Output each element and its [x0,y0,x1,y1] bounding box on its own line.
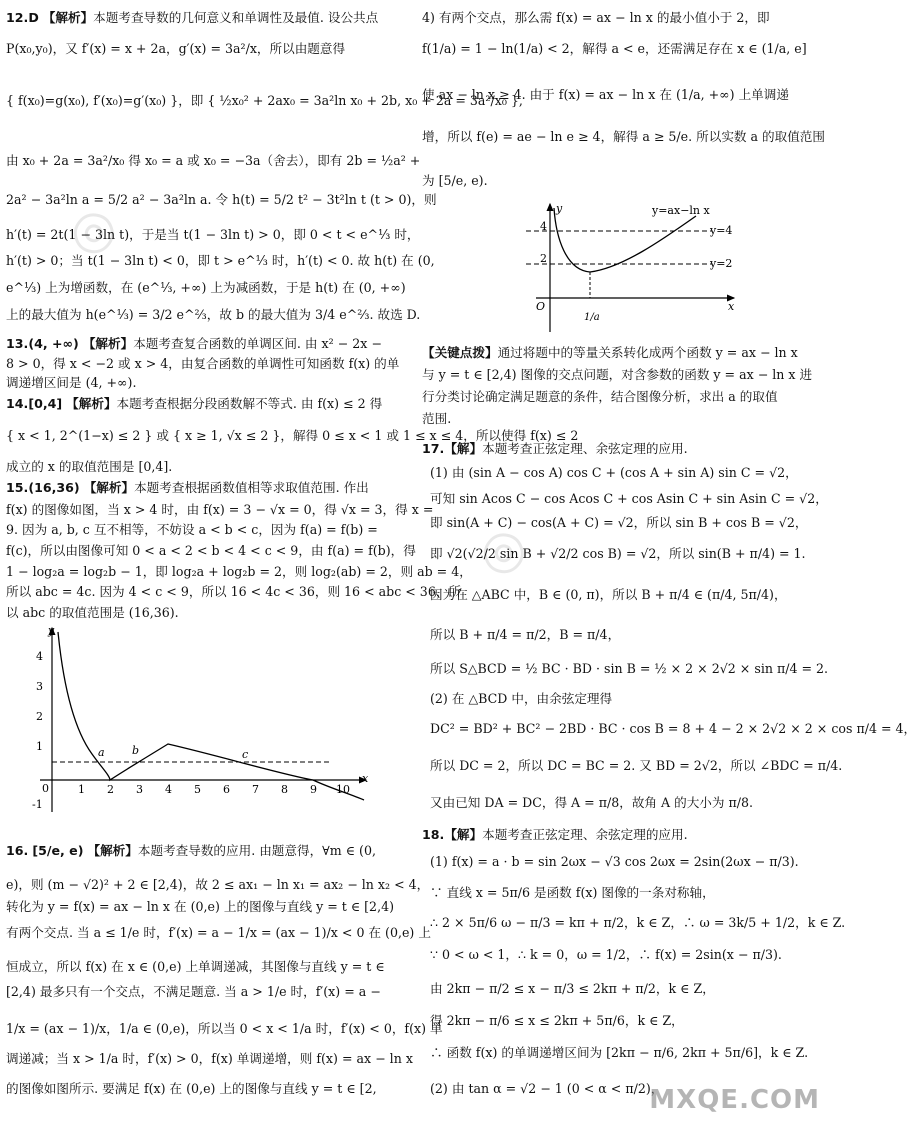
point-c-label: c [242,748,249,761]
q14-line-2: 成立的 x 的取值范围是 [0,4]. [6,459,173,474]
x-tick-4: 4 [165,783,172,796]
x-tick-6: 6 [223,783,230,796]
q14-line-1: { x < 1, 2^(1−x) ≤ 2 } 或 { x ≥ 1, √x ≤ 2 }，解得 0 ≤ x < 1 或 1 ≤ x ≤ 4，所以使得 f(x) ≤ 2 [6,428,579,443]
q14-answer: [0,4] [28,396,63,411]
q16-line-8: 的图像如图所示. 要满足 f(x) 在 (0,e) 上的图像与直线 y = t ∈ [2, [6,1081,377,1096]
x-tick-8: 8 [281,783,288,796]
q16-answer: [5/e, e) [32,843,84,858]
q12-answer: D [28,10,39,25]
q17-tag: 【解】 [444,441,483,456]
q17-line-4: 因为在 △ABC 中，B ∈ (0, π)，所以 B + π/4 ∈ (π/4, 5π/4)， [430,587,787,602]
q17-line-0: (1) 由 (sin A − cos A) cos C + (cos A + sin A) sin C = √2， [430,465,798,480]
q12-line-8: 上的最大值为 h(e^⅓) = 3/2 e^⅔，故 b 的最大值为 3/4 e^⅔. 故选 D. [6,307,421,322]
q18-line-5: 得 2kπ − π/6 ≤ x ≤ 2kπ + 5π/6，k ∈ Z， [430,1013,684,1028]
q17-line-5: 所以 B + π/4 = π/2，B = π/4， [430,627,621,642]
q12-line-0: 本题考查导数的几何意义和单调性及最值. 设公共点 [93,10,379,25]
q12-tag: 【解析】 [42,10,94,25]
point-b-label: b [132,744,140,757]
q16-line-3: 有两个交点. 当 a ≤ 1/e 时，f′(x) = a − 1/x = (ax − 1)/x < 0 在 (0,e) 上 [6,925,431,940]
q16-line-7: 调递减；当 x > 1/a 时，f′(x) > 0，f(x) 单调递增，则 f(x) = ax − ln x [6,1051,413,1066]
q16-line-4: 恒成立，所以 f(x) 在 x ∈ (0,e) 上单调递减，其图像与直线 y = t ∈ [6,959,385,974]
q15-line-5: 所以 abc = 4c. 因为 4 < c < 9，所以 16 < 4c < 36，则 16 < abc < 36，所 [6,584,462,599]
q15-graph [30,622,380,818]
x-axis-label: x [362,772,369,785]
q16c-line-3: 增，所以 f(e) = ae − ln e ≥ 4，解得 a ≥ 5/e. 所以实数 a 的取值范围 [422,129,825,144]
tick-2: 2 [540,252,547,265]
q13-tag: 【解析】 [82,336,134,351]
q17-number: 17. [422,441,445,456]
y-tick-2: 2 [36,710,43,723]
q16c-line-2: 使 ax − ln x ≥ 4. 由于 f(x) = ax − ln x 在 (1/a, +∞) 上单调递 [422,87,789,102]
x-tick-2: 2 [107,783,114,796]
q16-curve [554,208,696,272]
q17-line-3: 即 √2(√2/2 sin B + √2/2 cos B) = √2，所以 sin(B + π/4) = 1. [430,546,806,561]
q16-line-5: [2,4) 最多只有一个交点，不满足题意. 当 a > 1/e 时，f′(x) = a − [6,984,381,999]
x-tick-7: 7 [252,783,259,796]
q15-line-1: f(x) 的图像如图，当 x > 4 时，由 f(x) = 3 − √x = 0，得 √x = 3，得 x = [6,502,434,517]
q18-number: 18. [422,827,445,842]
q14-header [6,395,382,412]
q16-tag: 【解析】 [87,843,138,858]
y-tick-1: 1 [36,740,43,753]
q17-line-8: DC² = BD² + BC² − 2BD · BC · cos B = 8 + 4 − 2 × 2√2 × 2 × cos π/4 = 4， [430,721,916,736]
q17-line-1: 可知 sin Acos C − cos Acos C + cos Asin C + sin Asin C = √2， [430,491,828,506]
q15-line-6: 以 abc 的取值范围是 (16,36). [6,605,179,620]
key-point-line-1: 与 y = t ∈ [2,4) 图像的交点问题，对含参数的函数 y = ax − ln x 进 [422,367,813,382]
line-y2-label: y=2 [710,257,733,270]
q12-line-7: e^⅓) 上为增函数，在 (e^⅓, +∞) 上为减函数，于是 h(t) 在 (0, +∞) [6,280,406,295]
q18-header [422,826,688,843]
x-tick-10: 10 [336,783,350,796]
q13-header [6,335,382,352]
q13-number: 13. [6,336,29,351]
q15-line-0: 本题考查根据函数值相等求取值范围. 作出 [134,480,369,495]
q15-tag: 【解析】 [83,480,135,495]
q15-curve [58,632,364,800]
q18-line-3: ∵ 0 < ω < 1，∴ k = 0，ω = 1/2，∴ f(x) = 2sin(x − π/3). [430,947,782,962]
q16c-line-4: 为 [5/e, e). [422,173,488,188]
q12-line-2: { f(x₀)=g(x₀), f′(x₀)=g′(x₀) }，即 { ½x₀² + 2ax₀ = 3a²ln x₀ + 2b, x₀ + 2a = 3a²/x₀ }, [6,93,523,108]
q12-line-4: 2a² − 3a²ln a = 5/2 a² − 3a²ln a. 令 h(t) = 5/2 t² − 3t²ln t (t > 0)，则 [6,192,437,207]
q12-header [6,9,378,26]
q15-line-4: 1 − log₂a = log₂b − 1，即 log₂a + log₂b = 2，则 log₂(ab) = 2，则 ab = 4， [6,564,472,579]
watermark-left: ◎ [61,194,125,266]
y-tick-4: 4 [36,650,43,663]
q12-line-3: 由 x₀ + 2a = 3a²/x₀ 得 x₀ = a 或 x₀ = −3a（舍去），即有 2b = ½a² + [6,153,421,168]
q14-line-0: 本题考查根据分段函数解不等式. 由 f(x) ≤ 2 得 [116,396,383,411]
q17-line-7: (2) 在 △BCD 中，由余弦定理得 [430,691,613,706]
q15-header [6,479,369,496]
key-point-tag: 【关键点拨】 [422,345,498,360]
q17-line-6: 所以 S△BCD = ½ BC · BD · sin B = ½ × 2 × 2√2 × sin π/4 = 2. [430,661,829,676]
q16-number: 16. [6,843,29,858]
q15-line-2: 9. 因为 a, b, c 互不相等，不妨设 a < b < c，因为 f(a) = f(b) = [6,522,378,537]
q17-line-2: 即 sin(A + C) − cos(A + C) = √2，所以 sin B + cos B = √2， [430,515,808,530]
q13-line-1: 8 > 0，得 x < −2 或 x > 4，由复合函数的单调性可知函数 f(x) 的单 [6,356,400,371]
q12-line-6: h′(t) > 0；当 t(1 − 3ln t) < 0，即 t > e^⅓ 时，h′(t) < 0. 故 h(t) 在 (0, [6,253,435,268]
tick-4: 4 [540,220,547,233]
q16-line-6: 1/x = (ax − 1)/x，1/a ∈ (0,e)，所以当 0 < x < 1/a 时，f′(x) < 0，f(x) 单 [6,1021,443,1036]
q18-line-4: 由 2kπ − π/2 ≤ x − π/3 ≤ 2kπ + π/2，k ∈ Z， [430,981,715,996]
q16-header [6,842,376,859]
q17-line-9: 所以 DC = 2，所以 DC = BC = 2. 又 BD = 2√2，所以 ∠BDC = π/4. [430,758,843,773]
q13-line-0: 本题考查复合函数的单调区间. 由 x² − 2x − [133,336,382,351]
q13-line-2: 调递增区间是 (4, +∞). [6,375,137,390]
q16-graph [512,198,752,334]
q17-intro: 本题考查正弦定理、余弦定理的应用. [482,441,688,456]
key-point-header [422,344,798,361]
curve-label: y=ax−ln x [652,204,710,217]
q16-line-2: 转化为 y = f(x) = ax − ln x 在 (0,e) 上的图像与直线 y = t ∈ [2,4) [6,899,394,914]
q14-tag: 【解析】 [66,396,117,411]
origin-label: O [536,300,546,313]
point-a-label: a [98,746,105,759]
q16c-line-0: 4) 有两个交点，那么需 f(x) = ax − ln x 的最小值小于 2，即 [422,10,770,25]
y-axis-label: y [556,202,563,215]
q18-line-1: ∵ 直线 x = 5π/6 是函数 f(x) 图像的一条对称轴， [430,885,715,900]
q12-line-5: h′(t) = 2t(1 − 3ln t)，于是当 t(1 − 3ln t) > 0，即 0 < t < e^⅓ 时， [6,227,420,242]
q18-line-7: (2) 由 tan α = √2 − 1 (0 < α < π/2)， [430,1081,664,1096]
q15-line-3: f(c)，所以由图像可知 0 < a < 2 < b < 4 < c < 9，由 f(a) = f(b)，得 [6,543,416,558]
q16-line-0: 本题考查导数的应用. 由题意得，∀m ∈ (0, [137,843,376,858]
x-tick-5: 5 [194,783,201,796]
y-tick-0: 0 [42,782,49,795]
x-tick-9: 9 [310,783,317,796]
q15-number: 15. [6,480,29,495]
key-point-line-0: 通过将题中的等量关系转化成两个函数 y = ax − ln x [497,345,798,360]
y-tick-neg1: -1 [32,798,43,811]
q18-intro: 本题考查正弦定理、余弦定理的应用. [482,827,688,842]
q12-number: 12. [6,10,29,25]
key-point-line-3: 范围. [422,411,452,426]
q16c-line-1: f(1/a) = 1 − ln(1/a) < 2，解得 a < e，还需满足存在 x ∈ (1/a, e] [422,41,807,56]
q18-tag: 【解】 [444,827,483,842]
q15-answer: (16,36) [28,480,80,495]
q18-line-6: ∴ 函数 f(x) 的单调递增区间为 [2kπ − π/6, 2kπ + 5π/6]，k ∈ Z. [430,1045,809,1060]
x-tick-3: 3 [136,783,143,796]
q13-answer: (4, +∞) [28,336,79,351]
q12-line-1: P(x₀,y₀)，又 f′(x) = x + 2a，g′(x) = 3a²/x，所以由题意得 [6,41,346,56]
y-axis-label: y [48,624,55,637]
q14-number: 14. [6,396,29,411]
x-tick-1: 1 [78,783,85,796]
x-mark-label: 1/a [584,312,600,323]
line-y4-label: y=4 [710,224,733,237]
y-tick-3: 3 [36,680,43,693]
q18-line-2: ∴ 2 × 5π/6 ω − π/3 = kπ + π/2，k ∈ Z，∴ ω = 3k/5 + 1/2，k ∈ Z. [430,915,846,930]
x-axis-label: x [728,300,735,313]
q17-line-10: 又由已知 DA = DC，得 A = π/8，故角 A 的大小为 π/8. [430,795,754,810]
q16-line-1: e)，则 (m − √2)² + 2 ∈ [2,4)，故 2 ≤ ax₁ − ln x₁ = ax₂ − ln x₂ < 4， [6,877,430,892]
key-point-line-2: 行分类讨论确定满足题意的条件，结合图像分析，求出 a 的取值 [422,389,778,404]
site-logo: MXQE.COM [649,1085,820,1115]
q18-line-0: (1) f(x) = a · b = sin 2ωx − √3 cos 2ωx = 2sin(2ωx − π/3). [430,854,799,869]
q17-header [422,440,688,457]
watermark-right: ◎ [471,514,535,586]
